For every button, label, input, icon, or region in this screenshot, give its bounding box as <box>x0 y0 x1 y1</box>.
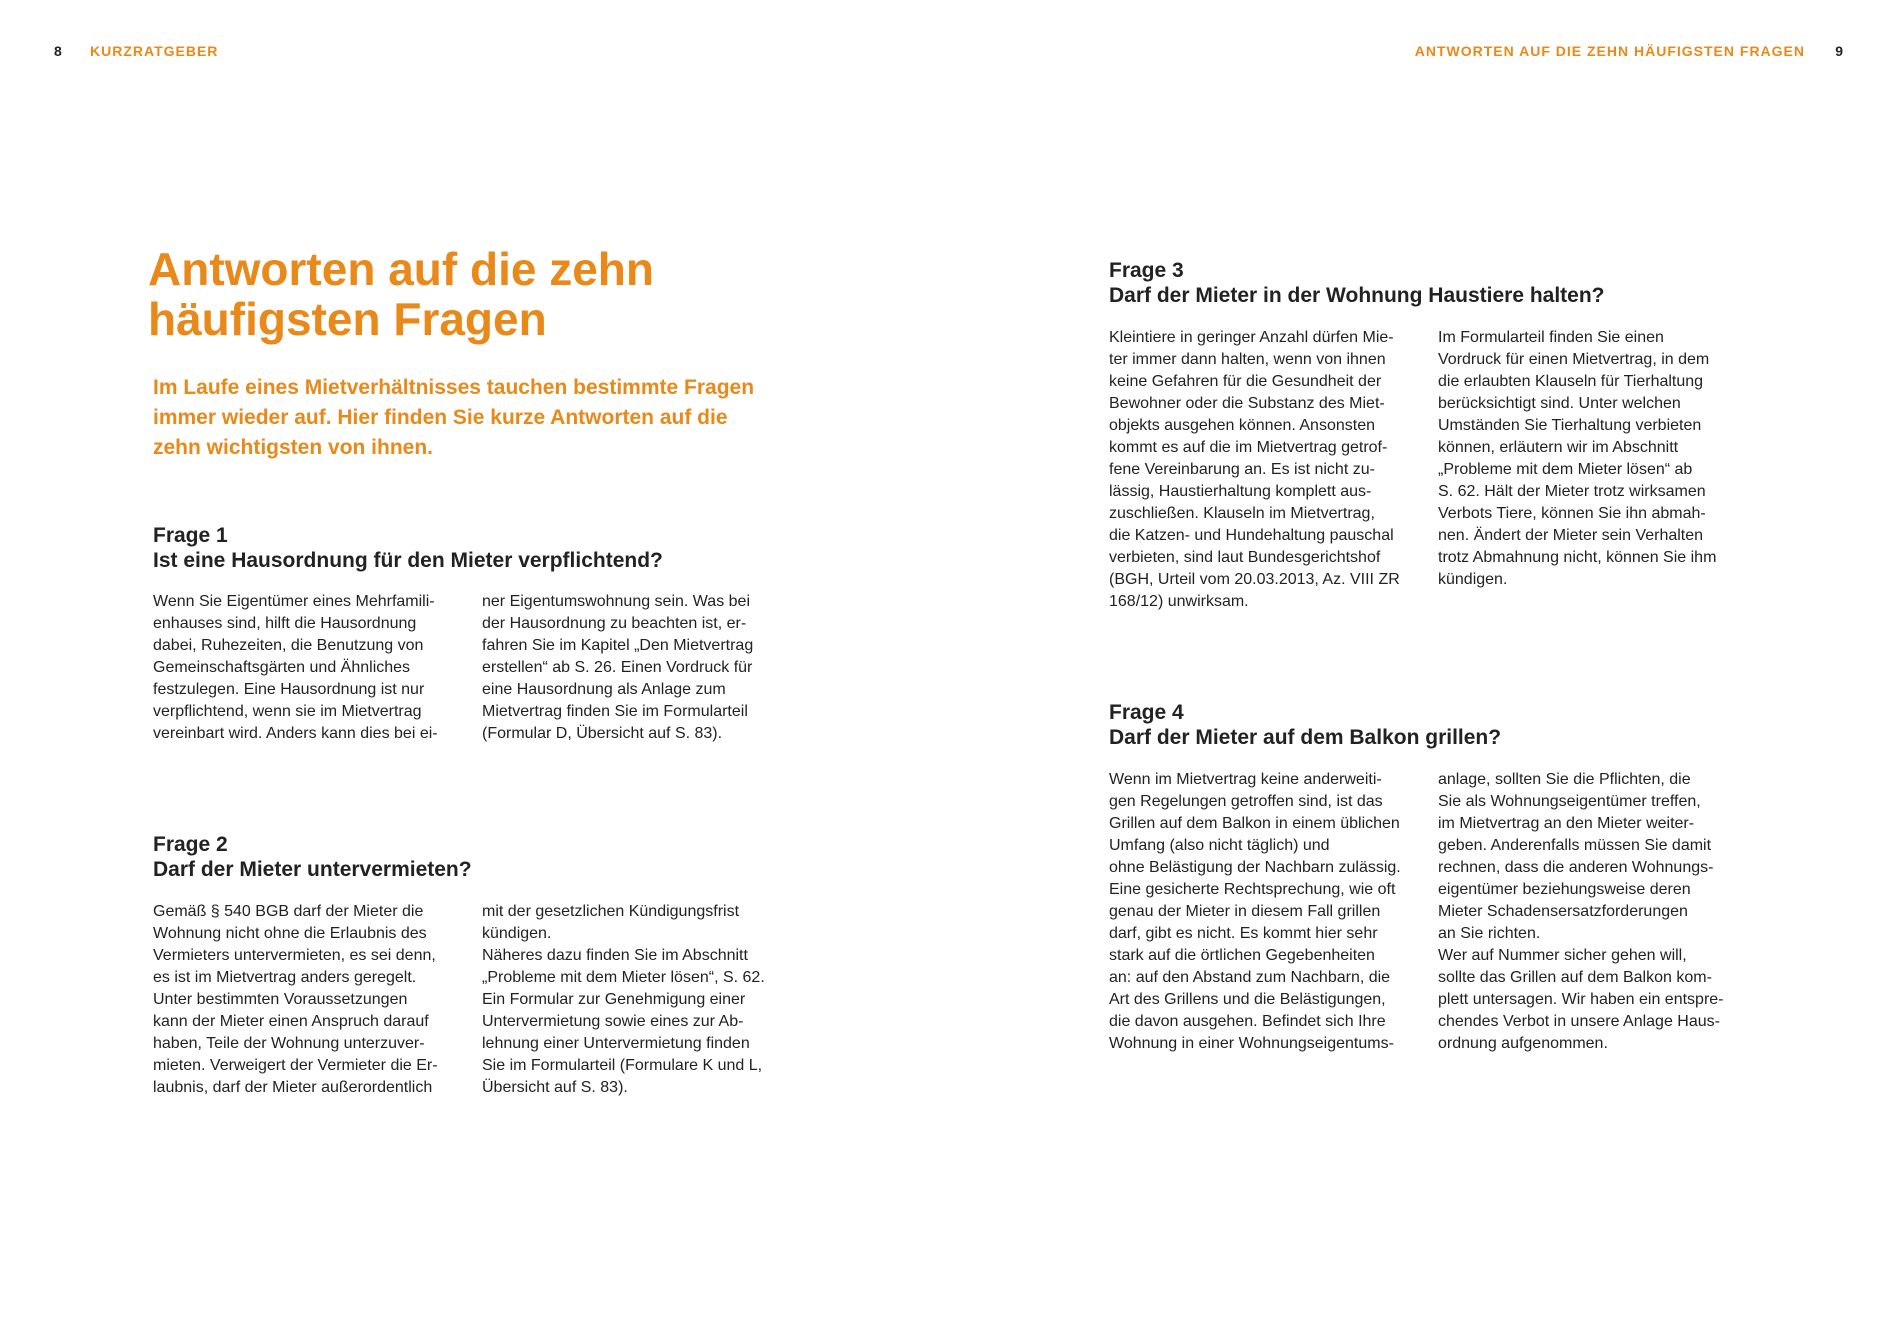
question-2-column-1: Gemäß § 540 BGB darf der Mieter die Wohnung nicht ohne die Erlaubnis des Vermieters untervermieten, es sei denn, es ist im Mietvertrag anders geregelt. Unter bestimmten Voraussetzungen kann der Mieter einen Anspruch darauf haben, Teile der Wohnung unterzuver- mieten. Verweigert der Vermieter die Er- laubnis, darf der Mieter außerordentlich <box>153 903 438 1096</box>
question-heading <box>1109 258 1605 308</box>
question-block-1 <box>153 523 663 573</box>
question-heading <box>153 523 663 573</box>
question-label: Frage 2 <box>153 833 228 856</box>
question-block-3 <box>1109 258 1605 308</box>
question-3-column-1: Kleintiere in geringer Anzahl dürfen Mie- ter immer dann halten, wenn von ihnen keine Gefahren für die Gesundheit der Bewohner oder die Substanz des Miet- objekts ausgehen können. Ansonsten kommt es auf die im Mietvertrag getrof- fene Vereinbarung an. Es ist nicht zu- lässig, Haustierhaltung komplett aus- zuschließen. Klauseln im Mietvertrag, die Katzen- und Hundehaltung pauschal verbieten, sind laut Bundesgerichtshof (BGH, Urteil vom 20.03.2013, Az. VIII ZR 168/12) unwirksam. <box>1109 329 1400 610</box>
question-label: Frage 3 <box>1109 259 1184 282</box>
left-running-head: KURZRATGEBER <box>90 43 219 59</box>
question-block-4 <box>1109 700 1501 750</box>
question-label: Frage 4 <box>1109 701 1184 724</box>
page-title: Antworten auf die zehn häufigsten Fragen <box>148 243 654 345</box>
question-text: Darf der Mieter in der Wohnung Haustiere halten? <box>1109 284 1605 307</box>
question-1-column-1: Wenn Sie Eigentümer eines Mehrfamili- enhauses sind, hilft die Hausordnung dabei, Ruhezeiten, die Benutzung von Gemeinschaftsgärten und Ähnliches festzulegen. Eine Hausordnung ist nur verpflichtend, wenn sie im Mietvertrag vereinbart wird. Anders kann dies bei ei- <box>153 593 438 742</box>
question-1-column-2: ner Eigentumswohnung sein. Was bei der Hausordnung zu beachten ist, er- fahren Sie im Kapitel „Den Mietvertrag erstellen“ ab S. 26. Einen Vordruck für eine Hausordnung als Anlage zum Mietvertrag finden Sie im Formularteil (Formular D, Übersicht auf S. 83). <box>482 593 754 742</box>
question-2-column-2: mit der gesetzlichen Kündigungsfrist kündigen. Näheres dazu finden Sie im Abschnitt „Probleme mit dem Mieter lösen“, S. 62. Ein Formular zur Genehmigung einer Untervermietung sowie eines zur Ab- lehnung einer Untervermietung finden Sie im Formularteil (Formulare K und L, Übersicht auf S. 83). <box>482 903 765 1096</box>
question-text: Darf der Mieter auf dem Balkon grillen? <box>1109 726 1502 749</box>
right-running-head: ANTWORTEN AUF DIE ZEHN HÄUFIGSTEN FRAGEN <box>1414 43 1805 59</box>
question-text: Ist eine Hausordnung für den Mieter verpflichtend? <box>153 549 663 572</box>
left-page-number: 8 <box>54 43 62 59</box>
question-heading <box>153 832 472 882</box>
question-3-column-2: Im Formularteil finden Sie einen Vordruck für einen Mietvertrag, in dem die erlaubten Klauseln für Tierhaltung berücksichtigt sind. Unter welchen Umständen Sie Tierhaltung verbieten können, erläutern wir im Abschnitt „Probleme mit dem Mieter lösen“ ab S. 62. Hält der Mieter trotz wirksamen Verbots Tiere, können Sie ihn abmah- nen. Ändert der Mieter sein Verhalten trotz Abmahnung nicht, können Sie ihm kündigen. <box>1438 329 1717 588</box>
question-heading <box>1109 700 1501 750</box>
lead-paragraph: Im Laufe eines Mietverhältnisses tauchen bestimmte Fragen immer wieder auf. Hier finden Sie kurze Antworten auf die zehn wichtigsten von ihnen. <box>153 376 755 459</box>
question-text: Darf der Mieter untervermieten? <box>153 858 472 881</box>
question-4-column-1: Wenn im Mietvertrag keine anderweiti- gen Regelungen getroffen sind, ist das Grillen auf dem Balkon in einem üblichen Umfang (also nicht täglich) und ohne Belästigung der Nachbarn zulässig. Eine gesicherte Rechtsprechung, wie oft genau der Mieter in diesem Fall grillen darf, gibt es nicht. Es kommt hier sehr stark auf die örtlichen Gegebenheiten an: auf den Abstand zum Nachbarn, die Art des Grillens und die Belästigungen, die davon ausgehen. Befindet sich Ihre Wohnung in einer Wohnungseigentums- <box>1109 771 1401 1052</box>
question-4-column-2: anlage, sollten Sie die Pflichten, die Sie als Wohnungseigentümer treffen, im Mietvertrag an den Mieter weiter- geben. Anderenfalls müssen Sie damit rechnen, dass die anderen Wohnungs- eigentümer beziehungsweise deren Mieter Schadensersatzforderungen an Sie richten. Wer auf Nummer sicher gehen will, sollte das Grillen auf dem Balkon kom- plett untersagen. Wir haben ein entspre- chendes Verbot in unsere Anlage Haus- ordnung aufgenommen. <box>1438 771 1724 1052</box>
right-page-number: 9 <box>1835 43 1843 59</box>
question-label: Frage 1 <box>153 524 228 547</box>
question-block-2 <box>153 832 472 882</box>
